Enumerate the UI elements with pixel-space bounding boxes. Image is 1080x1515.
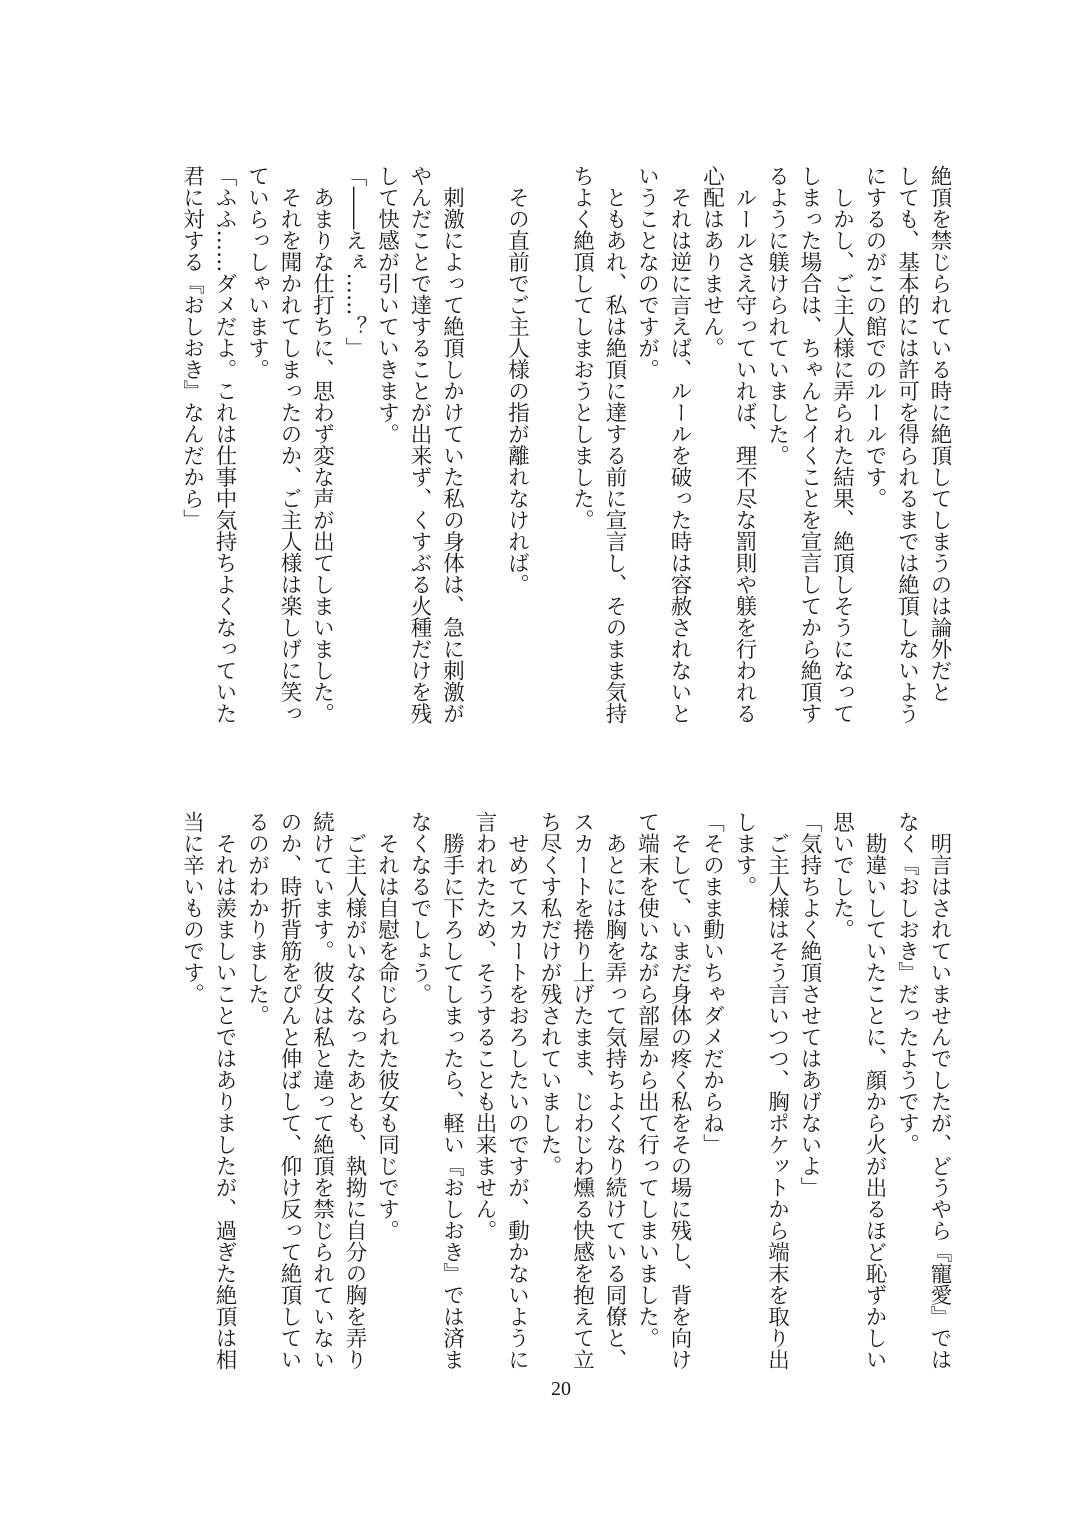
text-line: なく『おしおき』だったようです。 bbox=[894, 811, 920, 1155]
text-line: 勝手に下ろしてしまったら、軽い『おしおき』では済ま bbox=[439, 811, 465, 1370]
text-line: せめてスカートをおろしたいのですが、動かないように bbox=[504, 811, 530, 1370]
upper-text-block bbox=[175, 165, 955, 727]
text-line: しまった場合は、ちゃんとイくことを宣言してから絶頂す bbox=[797, 165, 822, 724]
text-line: それを聞かれてしまったのか、ご主人様は楽しげに笑っ bbox=[277, 165, 302, 724]
text-line: それは自慰を命じられた彼女も同じです。 bbox=[374, 811, 400, 1241]
text-line: ルールさえ守っていれば、理不尽な罰則や躾を行われる bbox=[732, 165, 757, 724]
text-line: ともあれ、私は絶頂に達する前に宣言し、そのまま気持 bbox=[602, 165, 627, 724]
text-line: 思いでした。 bbox=[829, 811, 855, 940]
text-line: 刺激によって絶頂しかけていた私の身体は、急に刺激が bbox=[439, 165, 465, 724]
text-line: その直前でご主人様の指が離れなければ。 bbox=[504, 165, 530, 595]
text-line: 勘違いしていたことに、顔から火が出るほど恥ずかしい bbox=[862, 811, 887, 1370]
text-line: るのがわかりました。 bbox=[244, 811, 270, 1026]
text-line: 「――えぇ……？」 bbox=[342, 165, 367, 359]
text-line: やんだことで達することが出来ず、くすぶる火種だけを残 bbox=[407, 165, 432, 724]
text-line: て端末を使いながら部屋から出て行ってしまいました。 bbox=[634, 811, 660, 1349]
text-line: 「そのまま動いちゃダメだからね」 bbox=[699, 811, 725, 1155]
text-line: あまりな仕打ちに、思わず変な声が出てしまいました。 bbox=[309, 165, 335, 724]
text-line: いうことなのですが。 bbox=[634, 165, 660, 380]
text-line: そして、いまだ身体の疼く私をその場に残し、背を向け bbox=[667, 811, 692, 1370]
text-line: なくなるでしょう。 bbox=[407, 811, 432, 1005]
text-line: 当に辛いものです。 bbox=[179, 811, 205, 1005]
text-line bbox=[468, 165, 501, 727]
page-number: 20 bbox=[551, 1378, 571, 1400]
text-line: しても、基本的には許可を得られるまでは絶頂しないよう bbox=[894, 165, 920, 724]
text-line: それは羨ましいことではありましたが、過ぎた絶頂は相 bbox=[212, 811, 237, 1370]
text-line: 君に対する『おしおき』なんだから」 bbox=[179, 165, 205, 531]
text-line: します。 bbox=[732, 811, 757, 897]
text-line: 言われたため、そうすることも出来ません。 bbox=[472, 811, 497, 1241]
text-line: あとには胸を弄って気持ちよくなり続けている同僚と、 bbox=[602, 811, 627, 1370]
text-line: 絶頂を禁じられている時に絶頂してしまうのは論外だと bbox=[927, 165, 952, 703]
text-line: 続けています。彼女は私と違って絶頂を禁じられていない bbox=[309, 811, 335, 1370]
lower-text-block bbox=[175, 811, 955, 1373]
text-line: 明言はされていませんでしたが、どうやら『寵愛』では bbox=[927, 811, 952, 1370]
text-line: 「ふふ……ダメだよ。これは仕事中気持ちよくなっていた bbox=[212, 165, 237, 724]
text-line: して快感が引いていきます。 bbox=[374, 165, 400, 445]
text-line: それは逆に言えば、ルールを破った時は容赦されないと bbox=[667, 165, 692, 724]
text-line: ご主人様はそう言いつつ、胸ポケットから端末を取り出 bbox=[764, 811, 790, 1370]
text-line: ち尽くす私だけが残されていました。 bbox=[537, 811, 562, 1177]
text-line: にするのがこの館でのルールです。 bbox=[862, 165, 887, 509]
text-line bbox=[533, 165, 566, 727]
text-line: しかし、ご主人様に弄られた結果、絶頂しそうになって bbox=[829, 165, 855, 724]
text-line: るように躾けられていました。 bbox=[764, 165, 790, 466]
text-line: スカートを捲り上げたまま、じわじわ燻る快感を抱えて立 bbox=[569, 811, 595, 1370]
text-line: ちよく絶頂してしまおうとしました。 bbox=[569, 165, 595, 531]
text-line: 「気持ちよく絶頂させてはあげないよ」 bbox=[797, 811, 822, 1198]
text-line: ていらっしゃいます。 bbox=[244, 165, 270, 380]
text-line: 心配はありません。 bbox=[699, 165, 725, 359]
text-line: のか、時折背筋をぴんと伸ばして、仰け反って絶頂してい bbox=[277, 811, 302, 1370]
text-line: ご主人様がいなくなったあとも、執拗に自分の胸を弄り bbox=[342, 811, 367, 1370]
